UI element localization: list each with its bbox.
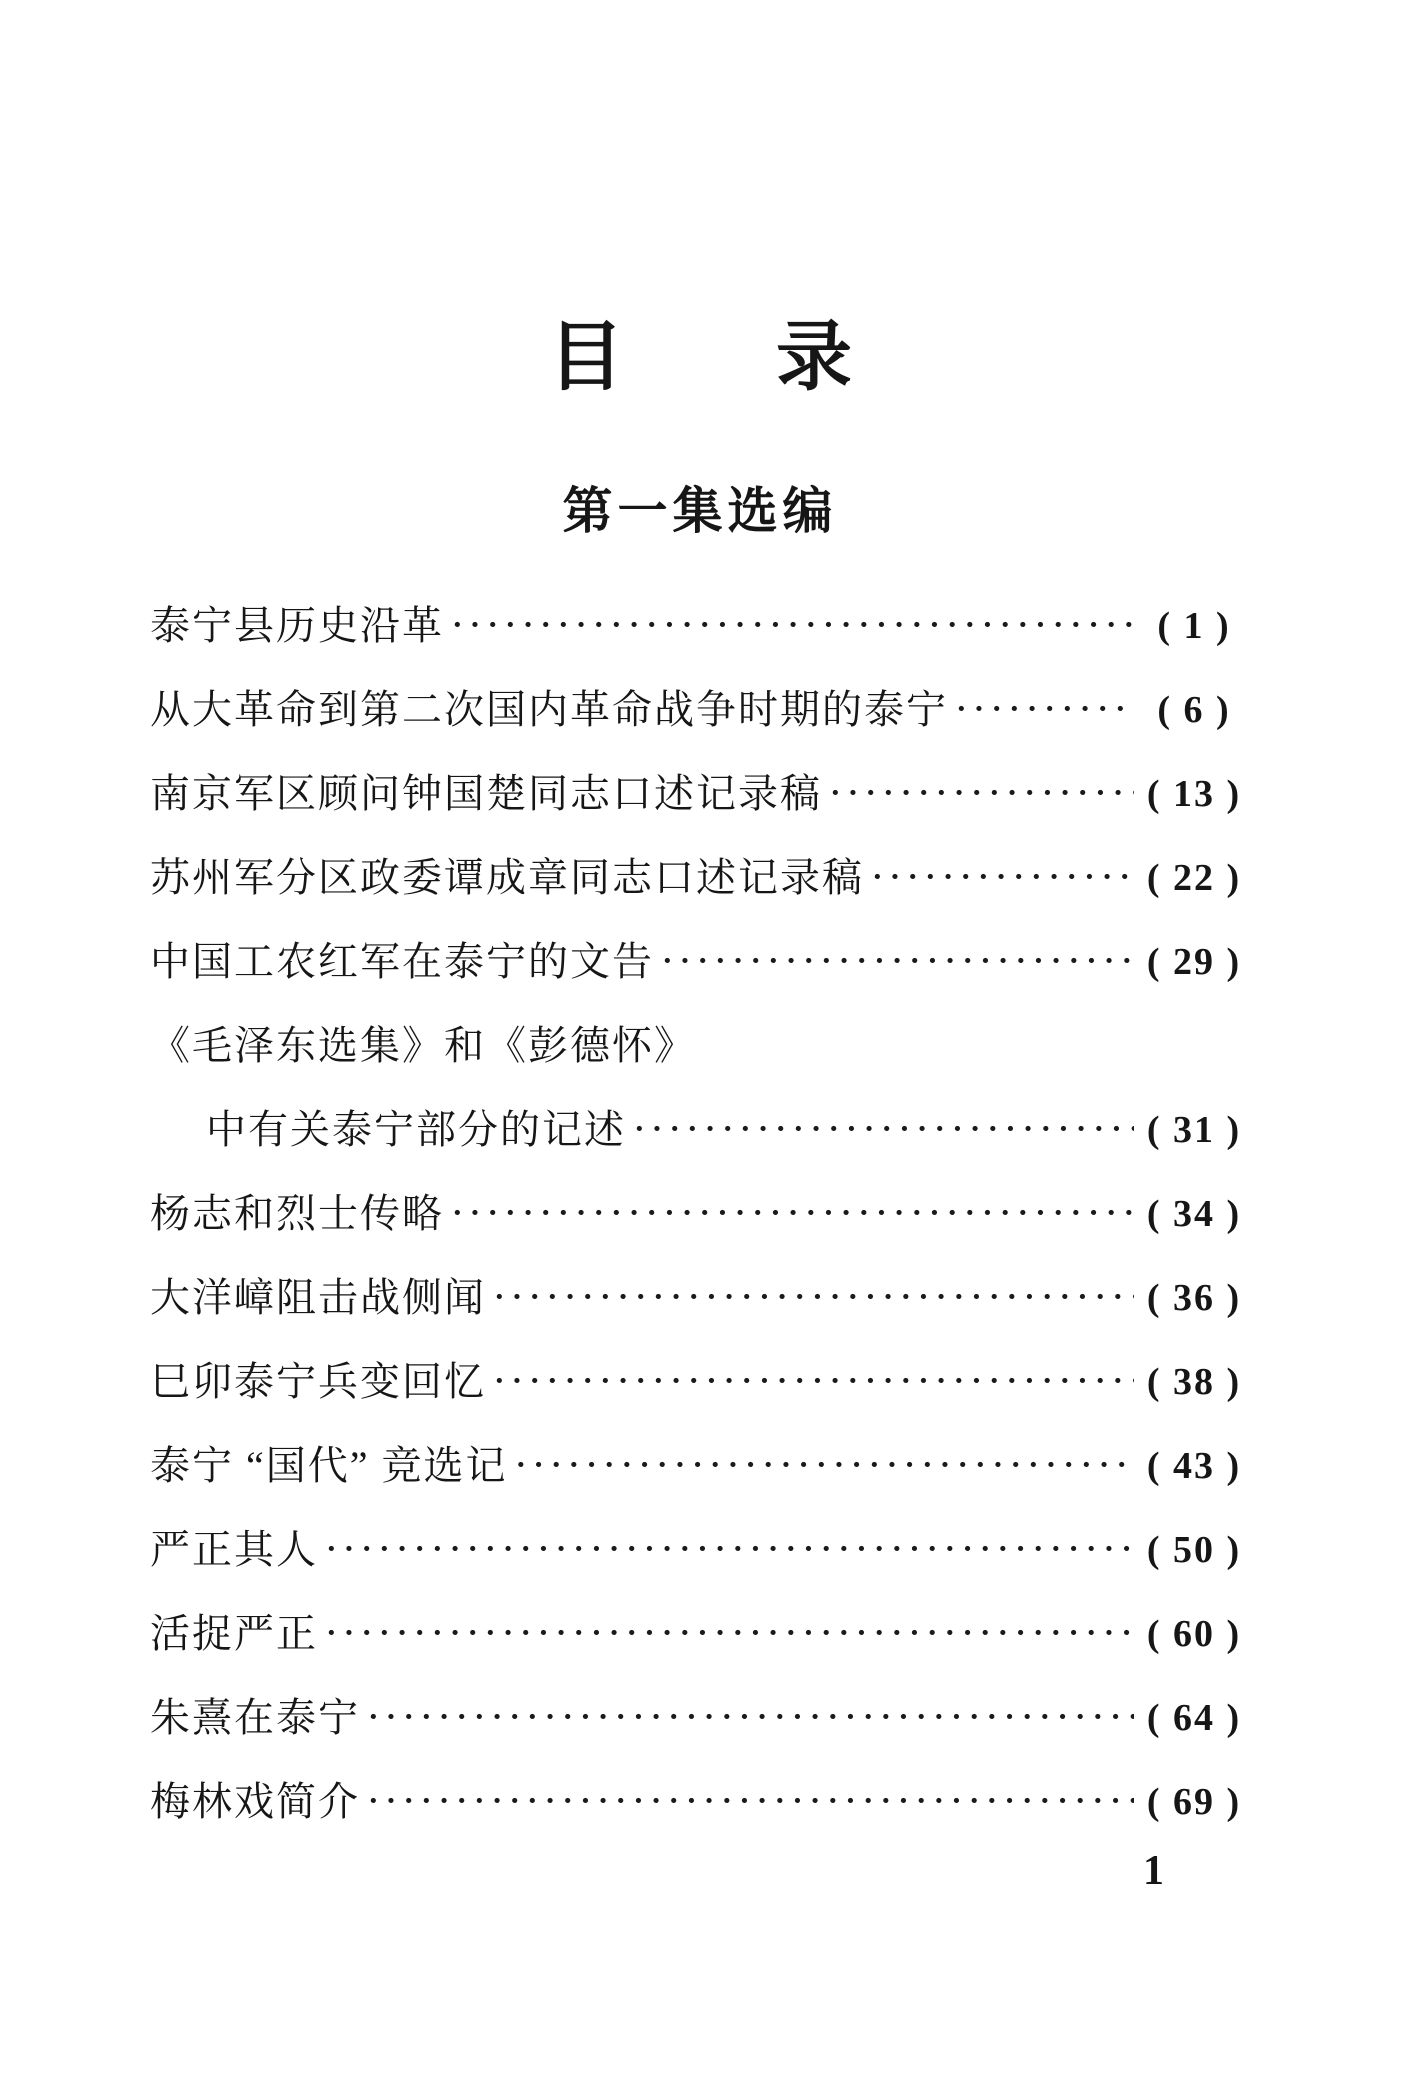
dot-leader: [494, 1362, 1134, 1402]
entry-page-number: ( 29 ): [1146, 941, 1242, 983]
entry-page-number: ( 50 ): [1146, 1529, 1242, 1571]
page-title: 目 录: [548, 316, 852, 400]
toc-entry: [150, 1760, 1250, 1844]
entry-title: 苏州军分区政委谭成章同志口述记录稿: [150, 855, 864, 900]
entry-title: 《毛泽东选集》和《彭德怀》: [150, 1023, 696, 1068]
toc-entry: [150, 1676, 1250, 1760]
entry-title: 朱熹在泰宁: [150, 1695, 360, 1740]
entry-page-number: ( 43 ): [1146, 1445, 1242, 1487]
dot-leader: [326, 1614, 1134, 1654]
entry-title: 从大革命到第二次国内革命战争时期的泰宁: [150, 687, 948, 732]
entry-page-number: ( 34 ): [1146, 1193, 1242, 1235]
dot-leader: [634, 1110, 1134, 1150]
entry-title: 中国工农红军在泰宁的文告: [150, 939, 654, 984]
dot-leader: [830, 774, 1134, 814]
toc-entry: [150, 584, 1250, 668]
toc-entry: [150, 1340, 1250, 1424]
entry-title: 中有关泰宁部分的记述: [206, 1107, 626, 1152]
toc-entry: [150, 1424, 1250, 1508]
entry-page-number: ( 64 ): [1146, 1697, 1242, 1739]
volume-subtitle: 第一集选编: [562, 483, 838, 539]
entry-page-number: ( 69 ): [1146, 1781, 1242, 1823]
dot-leader: [452, 1194, 1134, 1234]
entry-page-number: ( 36 ): [1146, 1277, 1242, 1319]
entry-page-number: ( 22 ): [1146, 857, 1242, 899]
entry-page-number: ( 13 ): [1146, 773, 1242, 815]
toc-entry: [150, 668, 1250, 752]
entry-title: 梅林戏简介: [150, 1779, 360, 1824]
dot-leader: [326, 1530, 1134, 1570]
toc-entry: [150, 1004, 1250, 1088]
dot-leader: [662, 942, 1134, 982]
entry-title: 杨志和烈士传略: [150, 1191, 444, 1236]
entry-title: 大洋嶂阻击战侧闻: [150, 1275, 486, 1320]
dot-leader: [452, 606, 1134, 646]
entry-title: 泰宁 “国代” 竞选记: [150, 1443, 508, 1488]
toc-entry: [150, 1256, 1250, 1340]
toc-entry: [150, 1172, 1250, 1256]
dot-leader: [956, 690, 1134, 730]
dot-leader: [704, 1026, 1134, 1066]
entry-title: 巳卯泰宁兵变回忆: [150, 1359, 486, 1404]
dot-leader: [516, 1446, 1134, 1486]
toc-entry: [150, 1508, 1250, 1592]
toc-entry: [150, 836, 1250, 920]
toc-entry: [150, 752, 1250, 836]
entry-title: 南京军区顾问钟国楚同志口述记录稿: [150, 771, 822, 816]
entry-title: 严正其人: [150, 1527, 318, 1572]
entry-title: 活捉严正: [150, 1611, 318, 1656]
dot-leader: [872, 858, 1134, 898]
page-number: 1: [1143, 1848, 1164, 1894]
toc-entry: [150, 1592, 1250, 1676]
entry-title: 泰宁县历史沿革: [150, 603, 444, 648]
entry-page-number: ( 31 ): [1146, 1109, 1242, 1151]
dot-leader: [494, 1278, 1134, 1318]
toc-list: [150, 584, 1250, 1844]
entry-page-number: ( 6 ): [1157, 689, 1231, 731]
toc-entry: [150, 1088, 1250, 1172]
entry-page-number: ( 60 ): [1146, 1613, 1242, 1655]
toc-entry: [150, 920, 1250, 1004]
dot-leader: [368, 1782, 1134, 1822]
entry-page-number: ( 1 ): [1157, 605, 1231, 647]
dot-leader: [368, 1698, 1134, 1738]
entry-page-number: ( 38 ): [1146, 1361, 1242, 1403]
